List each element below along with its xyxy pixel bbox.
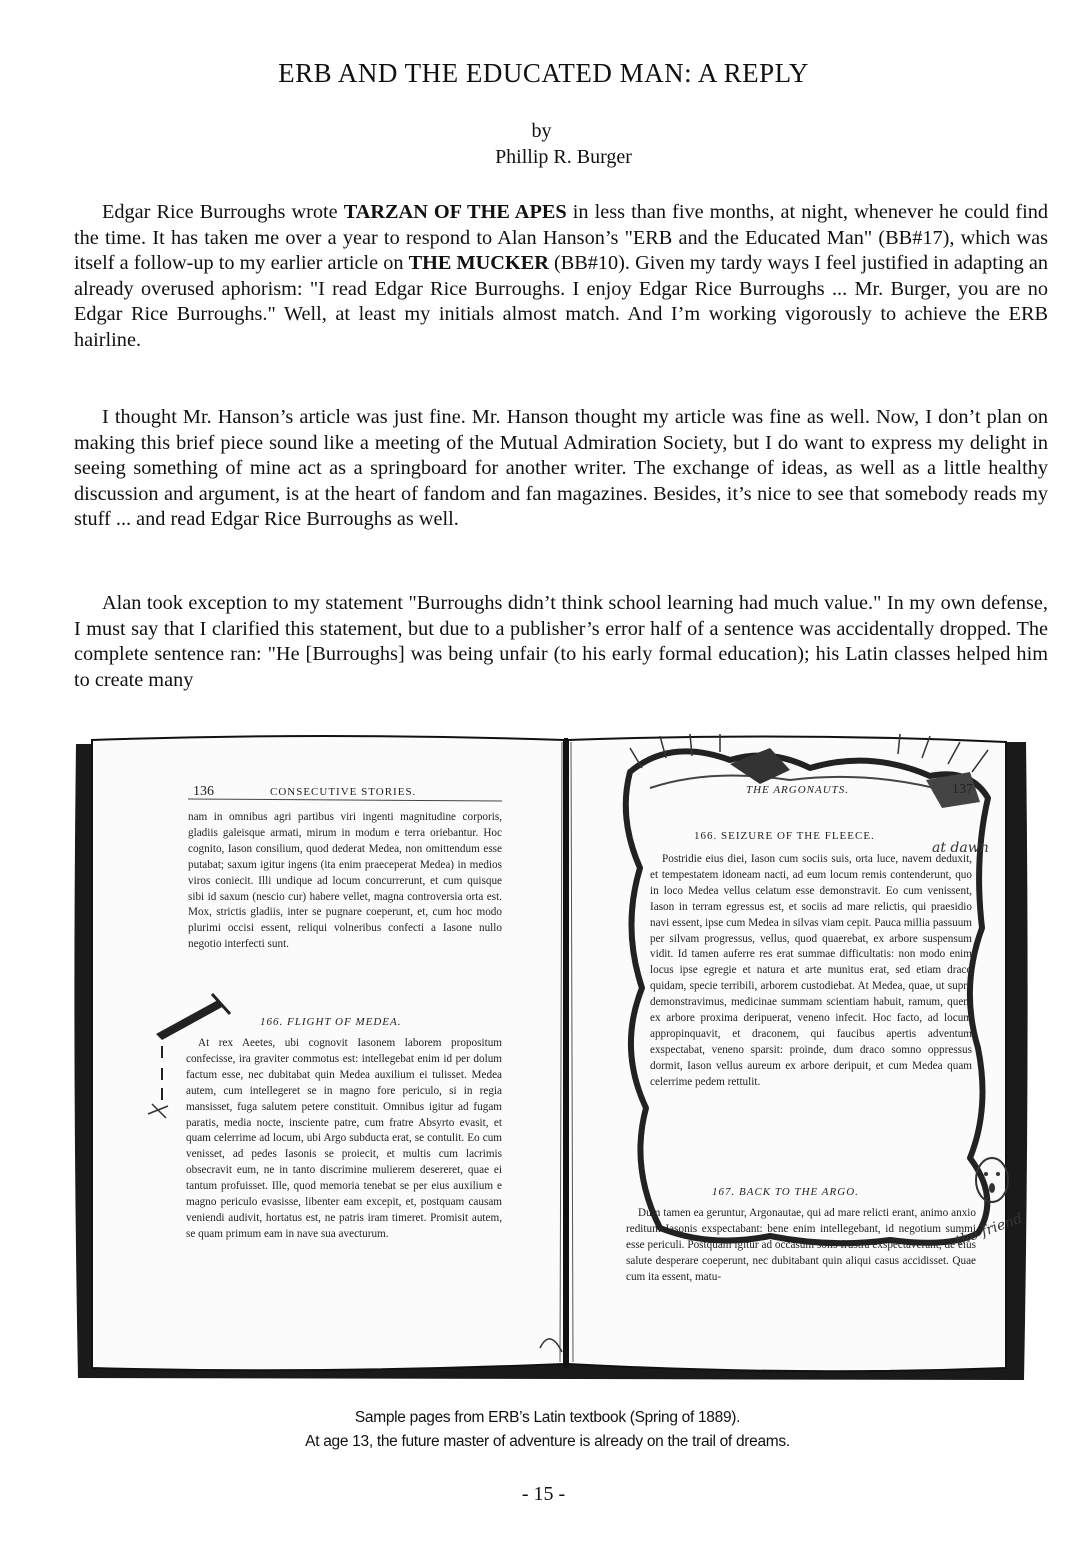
right-page-number: 137: [952, 782, 973, 797]
left-page-text-top: nam in omnibus agri partibus viri ingenti magnitudine corporis, gladiis galeisque armati, mirum in modum e terra oriebantur. Hoc cognito, Iason consilium, quod dederat Medea, non omittendum esse putabat; saxum igitur ingens (ita enim praeceperat Medea) in medios viros coniecit. Illi undique ad locum concurrerunt, et cum quisque sibi id saxum (nescio cur) habere vellet, magna controversia orta est. Mox, strictis gladiis, inter se pugnare coeperunt, et, cum hoc modo plurimi occisi essent, reliqui volneribus confecti a Iasone nullo negotio interfecti sunt.: [188, 811, 502, 951]
left-page-number: 136: [193, 784, 214, 799]
book-title-tarzan: TARZAN OF THE APES: [343, 201, 567, 223]
paragraph-3: Alan took exception to my statement "Burroughs didn’t think school learning had much value." In my own defense, I must say that I clarified this statement, but due to a publisher’s error half of a sentence was accidentally dropped. The complete sentence ran: "He [Burroughs] was being unfair (to his early formal education); his Latin classes helped him to create many: [74, 592, 1048, 691]
right-section-heading-1: 166. SEIZURE OF THE FLEECE.: [694, 830, 875, 842]
author-name: Phillip R. Burger: [495, 146, 632, 168]
paragraph-1: Edgar Rice Burroughs wrote TARZAN OF THE APES in less than five months, at night, whenever he could find the time. It has taken me over a year to respond to Alan Hanson’s "ERB and the Educated Man" (BB#17), which was itself a follow-up to my earlier article on THE MUCKER (BB#10). Given my tardy ways I feel justified in adapting an already overused aphorism: "I read Edgar Rice Burroughs. I enjoy Edgar Rice Burroughs ... Mr. Burger, you are no Edgar Rice Burroughs." Well, at least my initials almost match. And I’m working vigorously to achieve the ERB hairline.: [74, 201, 1048, 351]
caption-line-2: At age 13, the future master of adventure is already on the trail of dreams.: [305, 1433, 790, 1450]
left-running-head: CONSECUTIVE STORIES.: [270, 786, 417, 798]
latin-textbook-image: [70, 728, 1032, 1390]
left-page-text-bottom: At rex Aeetes, ubi cognovit Iasonem laborem propositum confecisse, ira graviter commotus est: intellegebat enim id per dolum factum esse, nec dubitabat quin Medea auxilium ei tulisset. Medea autem, cum intellegeret se in magno fore periculo, si in regia mansisset, fuga salutem petere constituit. Omnibus igitur ad fugam paratis, media nocte, insciente patre, cum fratre Absyrto evasit, et quam celerrime ad locum, ubi Argo subducta erat, se contulit. Eo cum venisset, ad pedes Iasonis se proiecit, et multis cum lacrimis obsecravit eum, ne in tanto discrimine mulierem desereret, quae ei tantum profuisset. Ille, quod memoria tenebat se per eius auxilium e magno periculo evasisse, libenter eam excepit, et, postquam causam veniendi audivit, hortatus est, ne patris iram timeret. Promisit autem, se quam primum eam in nave sua avecturum.: [186, 1037, 502, 1240]
scribble-friend: the friend: [953, 1210, 1025, 1250]
byline-by: by: [531, 120, 552, 142]
left-section-heading: 166. FLIGHT OF MEDEA.: [260, 1016, 402, 1028]
right-running-head: THE ARGONAUTS.: [746, 784, 850, 796]
paragraph-2: I thought Mr. Hanson’s article was just fine. Mr. Hanson thought my article was fine as well. Now, I don’t plan on making this brief piece sound like a meeting of the Mutual Admiration Society, but I do want to express my delight in seeing something of mine act as a springboard for another writer. The exchange of ideas, as well as a little healthy discussion and argument, is at the heart of fandom and fan magazines. Besides, it’s nice to see that somebody reads my stuff ... and read Edgar Rice Burroughs as well.: [74, 406, 1048, 531]
page-number: - 15 -: [521, 1483, 566, 1505]
caption-line-1: Sample pages from ERB’s Latin textbook (Spring of 1889).: [354, 1409, 741, 1426]
article-title: ERB AND THE EDUCATED MAN: A REPLY: [278, 58, 809, 88]
scribble-at-dawn: at dawn: [932, 840, 989, 856]
right-page-text-2: Dum tamen ea geruntur, Argonautae, qui ad mare relicti erant, animo anxio reditum Iasonis exspectabant: bene enim intellegebant, id negotium summi esse periculi. Postquam igitur ad occasum solis frustra exspectaverant, de eius salute desperare coeperunt, nec dubitabant quin aliqui casus accidisset. Quae cum ita essent, matu-: [626, 1207, 976, 1283]
book-title-mucker: THE MUCKER: [408, 252, 549, 275]
right-page-text-1: Postridie eius diei, Iason cum sociis suis, orta luce, navem deduxit, et tempestatem idoneam nacti, ad eum locum remis contenderunt, quo in loco Medea vellus celatum esse demonstravit. Eo cum venissent, Iason in terram egressus est, et sociis ad mare relictis, qui praesidio navi essent, ipse cum Medea in silvas viam cepit. Pauca millia passuum per silvam progressus, vellus, quod quaerebat, ex arbore suspensum vidit. Id tamen auferre res erat summae difficultatis: non modo enim locus ipse egregie et natura et arte munitus erat, sed etiam draco quidam, specie terribili, arborem custodiebat. At Medea, quae, ut supra demonstravimus, medicinae summam scientiam habuit, ramum, quem ex arbore proxima deripuerat, veneno infecit. Hoc facto, ad locum appropinquavit, et draconem, qui faucibus apertis adventum exspectabat, veneno sparsit: proinde, dum draco somno oppressus dormit, Iason vellus aureum ex arbore deripuit, et cum Medea quam celerrime pedem rettulit.: [650, 853, 972, 1088]
right-section-heading-2: 167. BACK TO THE ARGO.: [712, 1186, 859, 1198]
